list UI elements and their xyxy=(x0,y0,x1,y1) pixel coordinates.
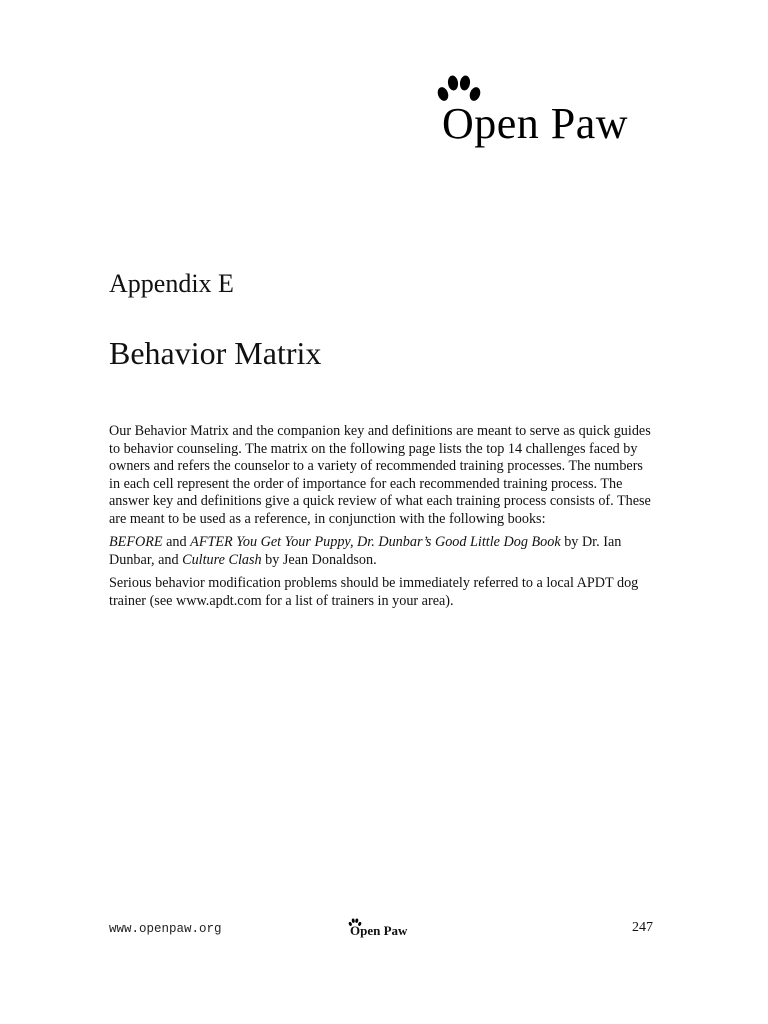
open-paw-logo xyxy=(436,74,676,154)
page-footer xyxy=(109,918,653,942)
book-title-after: AFTER You Get Your Puppy xyxy=(190,534,350,550)
book-title-before: BEFORE xyxy=(109,534,163,550)
body-text xyxy=(109,423,653,616)
footer-logo-wordmark: Open Paw xyxy=(350,923,408,938)
logo-wordmark: Open Paw xyxy=(442,99,629,148)
footer-logo xyxy=(348,918,418,940)
book-title-dunbar: Dr. Dunbar’s Good Little Dog Book xyxy=(357,534,561,550)
page-number: 247 xyxy=(632,920,653,935)
references-paragraph: BEFORE and AFTER You Get Your Puppy, Dr. Dunbar’s Good Little Dog Book by Dr. Ian Dunbar, and Culture Clash by Jean Donaldson. xyxy=(109,534,622,568)
page-title: Behavior Matrix xyxy=(109,335,322,371)
referral-paragraph: Serious behavior modification problems should be immediately referred to a local APDT dog trainer (see www.apdt.com for a list of trainers in your area). xyxy=(109,575,639,609)
footer-url: www.openpaw.org xyxy=(109,922,222,936)
appendix-label: Appendix E xyxy=(109,269,234,298)
intro-paragraph: Our Behavior Matrix and the companion key and definitions are meant to serve as quick guides to behavior counseling. The matrix on the following page lists the top 14 challenges faced by owners and refers the counselor to a variety of recommended training processes. The numbers in each cell represent the order of importance for each recommended training process. The answer key and definitions give a quick review of what each training process consists of. These are meant to be used as a reference, in conjunction with the following books: xyxy=(109,423,651,527)
book-title-culture-clash: Culture Clash xyxy=(182,551,262,568)
